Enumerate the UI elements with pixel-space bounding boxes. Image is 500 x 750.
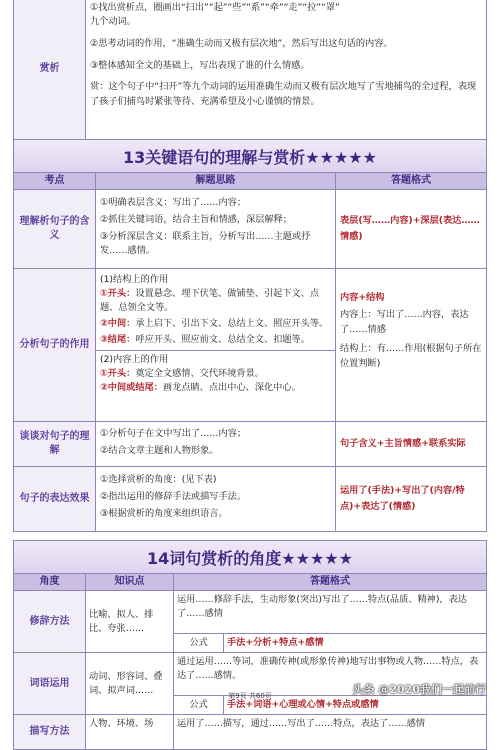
section14-table <box>13 573 487 750</box>
section14-header <box>14 574 487 591</box>
appreciation-label: 赏析 <box>14 0 86 140</box>
understanding-format: 句子含义+主旨情感+联系实际 <box>340 438 466 449</box>
function-content-end: ②中间或结尾：画龙点睛、点出中心、深化中心。 <box>100 382 301 393</box>
table-row <box>14 467 487 532</box>
function-middle: ②中间：承上启下、引出下文、总结上文、照应开头等。 <box>100 318 329 329</box>
row-label-rhetoric: 修辞方法 <box>14 591 86 653</box>
function-format: 内容+结构 <box>340 292 385 303</box>
meaning-step2: ②抓住关键词语，结合主旨和情感，深层解释； <box>100 214 292 225</box>
header-angle: 角度 <box>14 574 86 591</box>
header-point: 考点 <box>14 173 96 190</box>
description-format: 运用了……描写，通过……写出了……特点，表达了……感情 <box>174 715 487 750</box>
function-format-structure: 结构上：有……作用(根据句子所在位置判断) <box>340 343 482 369</box>
row-label-effect: 句子的表达效果 <box>14 467 96 532</box>
meaning-step1: ①明确表层含义：写出了……内容； <box>100 197 247 208</box>
row-label-meaning: 理解析句子的含义 <box>14 190 96 269</box>
effect-step1: ①选择赏析的角度：(见下表) <box>100 474 217 485</box>
row-label-understanding: 谈谈对句子的理解 <box>14 422 96 467</box>
function-start: ①开头：设置悬念、埋下伏笔、做铺垫、引起下文、点题、总领全文等。 <box>100 288 320 313</box>
section13-table <box>13 172 487 532</box>
function-content-heading: (2)内容上的作用 <box>100 354 169 365</box>
function-content-start: ①开头：奠定全文感情、交代环境背景。 <box>100 368 264 379</box>
header-approach: 解题思路 <box>96 173 336 190</box>
understanding-step2: ②结合文章主题和人物形象。 <box>100 445 219 456</box>
appreciation-answer: 赏：这个句子中“扫开”等九个动词的运用准确生动而又极有层次地写了雪地捕鸟的全过程，表现了孩子们捕鸟时紧张等待、充满希望及小心谨慎的情景。 <box>90 81 477 107</box>
rhetoric-formula-label: 公式 <box>174 634 224 653</box>
effect-step2: ②指出运用的修辞手法或描写手法。 <box>100 491 247 502</box>
word-use-knowledge: 动词、形容词、叠词、拟声词…… <box>86 653 174 715</box>
word-use-formula-label: 公式 <box>174 696 224 715</box>
header-format: 答题格式 <box>336 173 487 190</box>
row-label-description: 描写方法 <box>14 715 86 750</box>
watermark: 头条 @2020我们一起前行 <box>352 683 486 696</box>
description-knowledge: 人物、环境、场 <box>86 715 174 750</box>
appreciation-step3: ③整体感知全文的基础上，写出表现了谁的什么情感。 <box>90 60 310 71</box>
appreciation-step1: ①找出赏析点，圈画出“扫出”“起”“些”“系”“牵”“走”“拉”“罩” <box>90 2 340 13</box>
meaning-format: 表层(写……内容)+深层(表达……情感) <box>340 215 480 242</box>
function-structure-heading: (1)结构上的作用 <box>100 274 169 285</box>
function-end: ③结尾：呼应开头、照应前文、总结全文、扣题等。 <box>100 334 310 345</box>
appreciation-row <box>14 0 487 140</box>
section14-title: 14词句赏析的角度★★★★★ <box>13 540 487 573</box>
table-row <box>14 591 487 634</box>
table-row <box>14 715 487 750</box>
page-number: 第9页 共60页 <box>228 692 272 700</box>
word-use-format: 通过运用……等词，准确传神(或形象传神)地写出事物或人物……特点，表达了……感情。 <box>174 653 487 696</box>
appreciation-step2: ②思考动词的作用，“准确生动而又极有层次地”，然后写出这句话的内容。 <box>90 38 393 49</box>
function-format-content: 内容上：写出了……内容，表达了……情感 <box>340 309 469 335</box>
rhetoric-knowledge: 比喻、拟人、排比、夸张…… <box>86 591 174 653</box>
effect-step3: ③根据赏析的角度来组织语言。 <box>100 508 228 519</box>
rhetoric-formula: 手法+分析+特点+感情 <box>224 634 487 653</box>
rhetoric-format: 运用……修辞手法，生动形象(突出)写出了……特点(品质、精神)，表达了……感情 <box>174 591 487 634</box>
appreciation-step1-cont: 九个动词。 <box>90 16 136 27</box>
header-answer-format: 答题格式 <box>174 574 487 591</box>
table-row <box>14 190 487 269</box>
row-label-word-use: 词语运用 <box>14 653 86 715</box>
table-row <box>14 422 487 467</box>
word-use-formula: 手法+词语+心理或心情+特点或感情 <box>224 696 487 715</box>
effect-format: 运用了(手法)+写出了(内容/特点)+表达了(情感) <box>340 485 465 512</box>
row-label-function: 分析句子的作用 <box>14 269 96 422</box>
meaning-step3: ③分析深层含义：联系主旨，分析写出……主题或抒发……感情。 <box>100 231 311 256</box>
appreciation-table <box>13 0 487 140</box>
section13-title: 13关键语句的理解与赏析★★★★★ <box>13 140 487 172</box>
header-knowledge: 知识点 <box>86 574 174 591</box>
section13-header <box>14 173 487 190</box>
table-row <box>14 269 487 422</box>
understanding-step1: ①分析句子在文中写出了……内容； <box>100 428 247 439</box>
